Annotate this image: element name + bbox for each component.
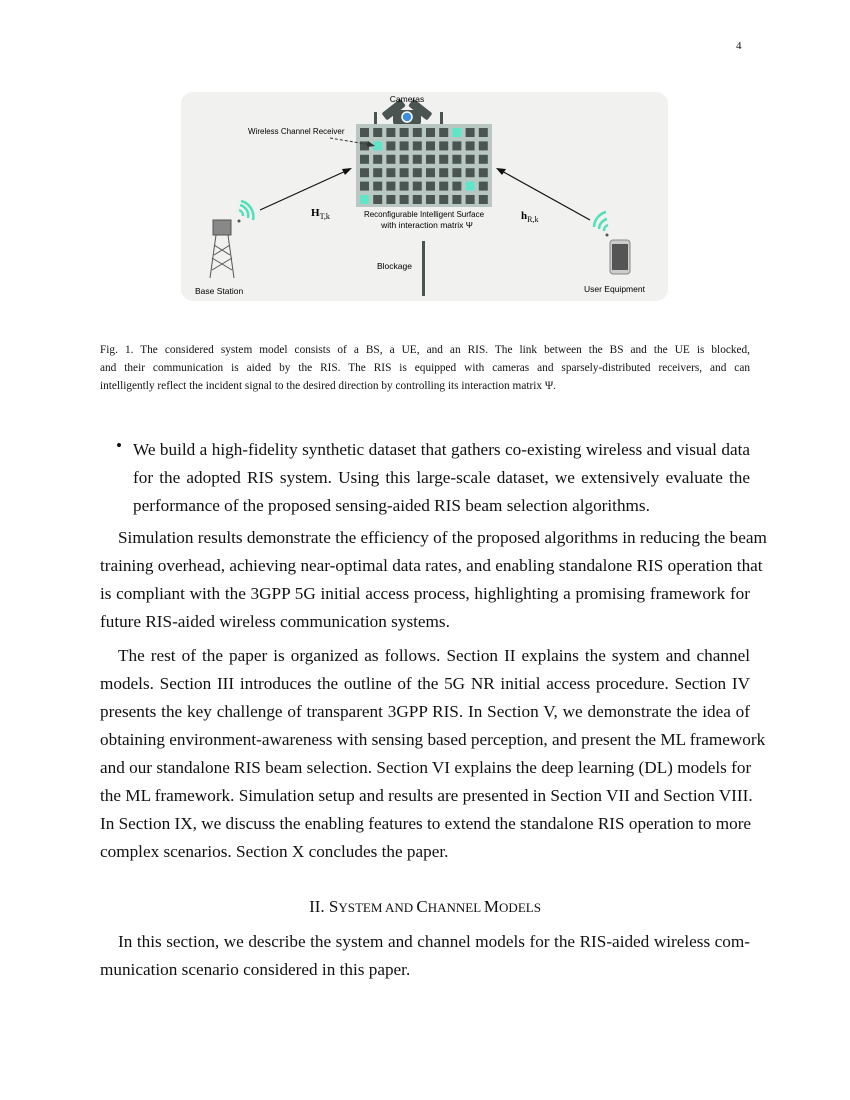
ris-element	[426, 168, 435, 177]
text-line: for the adopted RIS system. Using this large-scale dataset, we extensively evaluate the	[133, 468, 750, 487]
text-line: training overhead, achieving near-optimal data rates, and enabling standalone RIS operation that	[100, 556, 763, 575]
ris-element	[400, 155, 409, 164]
text-line: performance of the proposed sensing-aided RIS beam selection algorithms.	[133, 496, 650, 515]
ris-element	[426, 155, 435, 164]
ris-element	[452, 168, 461, 177]
ris-element	[439, 128, 448, 137]
user-equipment-label: User Equipment	[584, 284, 645, 294]
ris-element	[386, 195, 395, 204]
ris-element	[452, 182, 461, 191]
text-line: We build a high-fidelity synthetic dataset that gathers co-existing wireless and visual data	[133, 440, 750, 459]
page-number: 4	[736, 40, 742, 52]
ris-element	[373, 195, 382, 204]
cameras-label: Cameras	[389, 94, 425, 104]
ris-element	[466, 128, 475, 137]
ris-element	[426, 128, 435, 137]
ris-label-line1: Reconfigurable Intelligent Surface	[363, 210, 485, 219]
text-line: In this section, we describe the system and channel models for the RIS-aided wireless com-	[118, 932, 750, 951]
ris-element	[479, 168, 488, 177]
paragraph-simulation	[100, 524, 767, 636]
ris-element	[373, 128, 382, 137]
ris-element	[466, 195, 475, 204]
ris-label-line2: with interaction matrix Ψ	[381, 220, 473, 230]
ris-element	[452, 141, 461, 150]
bullet-marker: •	[116, 436, 123, 455]
text-line: munication scenario considered in this paper.	[100, 960, 411, 979]
ris-element	[479, 128, 488, 137]
blockage-label: Blockage	[377, 261, 412, 271]
ris-element	[426, 182, 435, 191]
heading-text: C	[416, 897, 428, 916]
text-line: complex scenarios. Section X concludes the paper.	[100, 842, 449, 861]
ue-channel-label: $h_{R,k}$	[521, 210, 539, 224]
ris-element	[479, 141, 488, 150]
receiver-element	[452, 128, 461, 137]
ris-element	[439, 168, 448, 177]
ris-element	[413, 195, 422, 204]
ris-element	[439, 195, 448, 204]
ris-element	[452, 155, 461, 164]
heading-text: HANNEL	[427, 900, 484, 915]
receiver-element	[466, 182, 475, 191]
ris-element	[386, 168, 395, 177]
ris-element	[413, 155, 422, 164]
ris-element	[386, 182, 395, 191]
ris-element	[413, 168, 422, 177]
ris-element	[386, 128, 395, 137]
smartphone-icon	[610, 240, 630, 274]
ris-element	[373, 182, 382, 191]
ris-element	[413, 182, 422, 191]
ris-element	[439, 155, 448, 164]
ris-element	[400, 195, 409, 204]
text-line: Simulation results demonstrate the efficiency of the proposed algorithms in reducing the beam	[118, 528, 767, 547]
ris-element	[373, 155, 382, 164]
ris-element	[466, 168, 475, 177]
caption-line: Fig. 1. The considered system model consists of a BS, a UE, and an RIS. The link between the BS and the UE is blocked,	[100, 344, 750, 356]
ris-element	[466, 155, 475, 164]
ris-element	[466, 141, 475, 150]
ris-element	[400, 182, 409, 191]
ris-element	[360, 128, 369, 137]
ris-element	[386, 141, 395, 150]
text-line: and our standalone RIS beam selection. Section VI explains the deep learning (DL) models for	[100, 758, 752, 777]
text-line: is compliant with the 3GPP 5G initial access process, highlighting a promising framework for	[100, 584, 750, 603]
ris-element	[360, 168, 369, 177]
caption-line: intelligently reflect the incident signal to the desired direction by controlling its interaction matrix Ψ.	[100, 380, 557, 392]
ris-element	[439, 141, 448, 150]
ris-element	[452, 195, 461, 204]
figure-caption	[100, 341, 750, 395]
section-heading	[0, 897, 850, 917]
base-station-label: Base Station	[195, 286, 244, 296]
text-line: future RIS-aided wireless communication systems.	[100, 612, 450, 631]
ris-element	[479, 195, 488, 204]
text-line: The rest of the paper is organized as follows. Section II explains the system and channel	[118, 646, 750, 665]
heading-text: ODELS	[499, 900, 541, 915]
text-line: In Section IX, we discuss the enabling features to extend the standalone RIS operation to more	[100, 814, 752, 833]
heading-number: II.	[309, 897, 329, 916]
ris-element	[360, 182, 369, 191]
ris-element	[400, 141, 409, 150]
paragraph-section-intro	[100, 928, 750, 984]
receiver-label: Wireless Channel Receiver	[248, 127, 345, 136]
ris-element	[373, 168, 382, 177]
ris-element	[360, 155, 369, 164]
heading-text: S	[328, 897, 339, 916]
text-line: obtaining environment-awareness with sensing based perception, and present the ML framework	[100, 730, 766, 749]
ris-element	[479, 155, 488, 164]
ris-element	[386, 155, 395, 164]
contribution-bullet	[116, 436, 750, 520]
text-line: models. Section III introduces the outline of the 5G NR initial access procedure. Section IV	[100, 674, 750, 693]
ris-element	[479, 182, 488, 191]
text-line: the ML framework. Simulation setup and results are presented in Section VII and Section VIII.	[100, 786, 753, 805]
ris-element	[400, 128, 409, 137]
ris-element	[413, 141, 422, 150]
ris-element	[426, 141, 435, 150]
heading-text: YSTEM AND	[338, 900, 417, 915]
ris-element	[400, 168, 409, 177]
bs-channel-label: $H_{T,k}$	[311, 207, 330, 221]
heading-text: M	[483, 897, 500, 916]
ris-element	[413, 128, 422, 137]
ris-element	[426, 195, 435, 204]
system-model-figure	[180, 90, 670, 305]
ris-element	[439, 182, 448, 191]
caption-line: and their communication is aided by the RIS. The RIS is equipped with cameras and sparsely-distributed receivers, and can	[100, 362, 750, 374]
receiver-element	[360, 195, 369, 204]
paragraph-organization	[100, 642, 766, 866]
blockage-wall	[422, 241, 425, 296]
text-line: presents the key challenge of transparent 3GPP RIS. In Section V, we demonstrate the idea of	[100, 702, 750, 721]
